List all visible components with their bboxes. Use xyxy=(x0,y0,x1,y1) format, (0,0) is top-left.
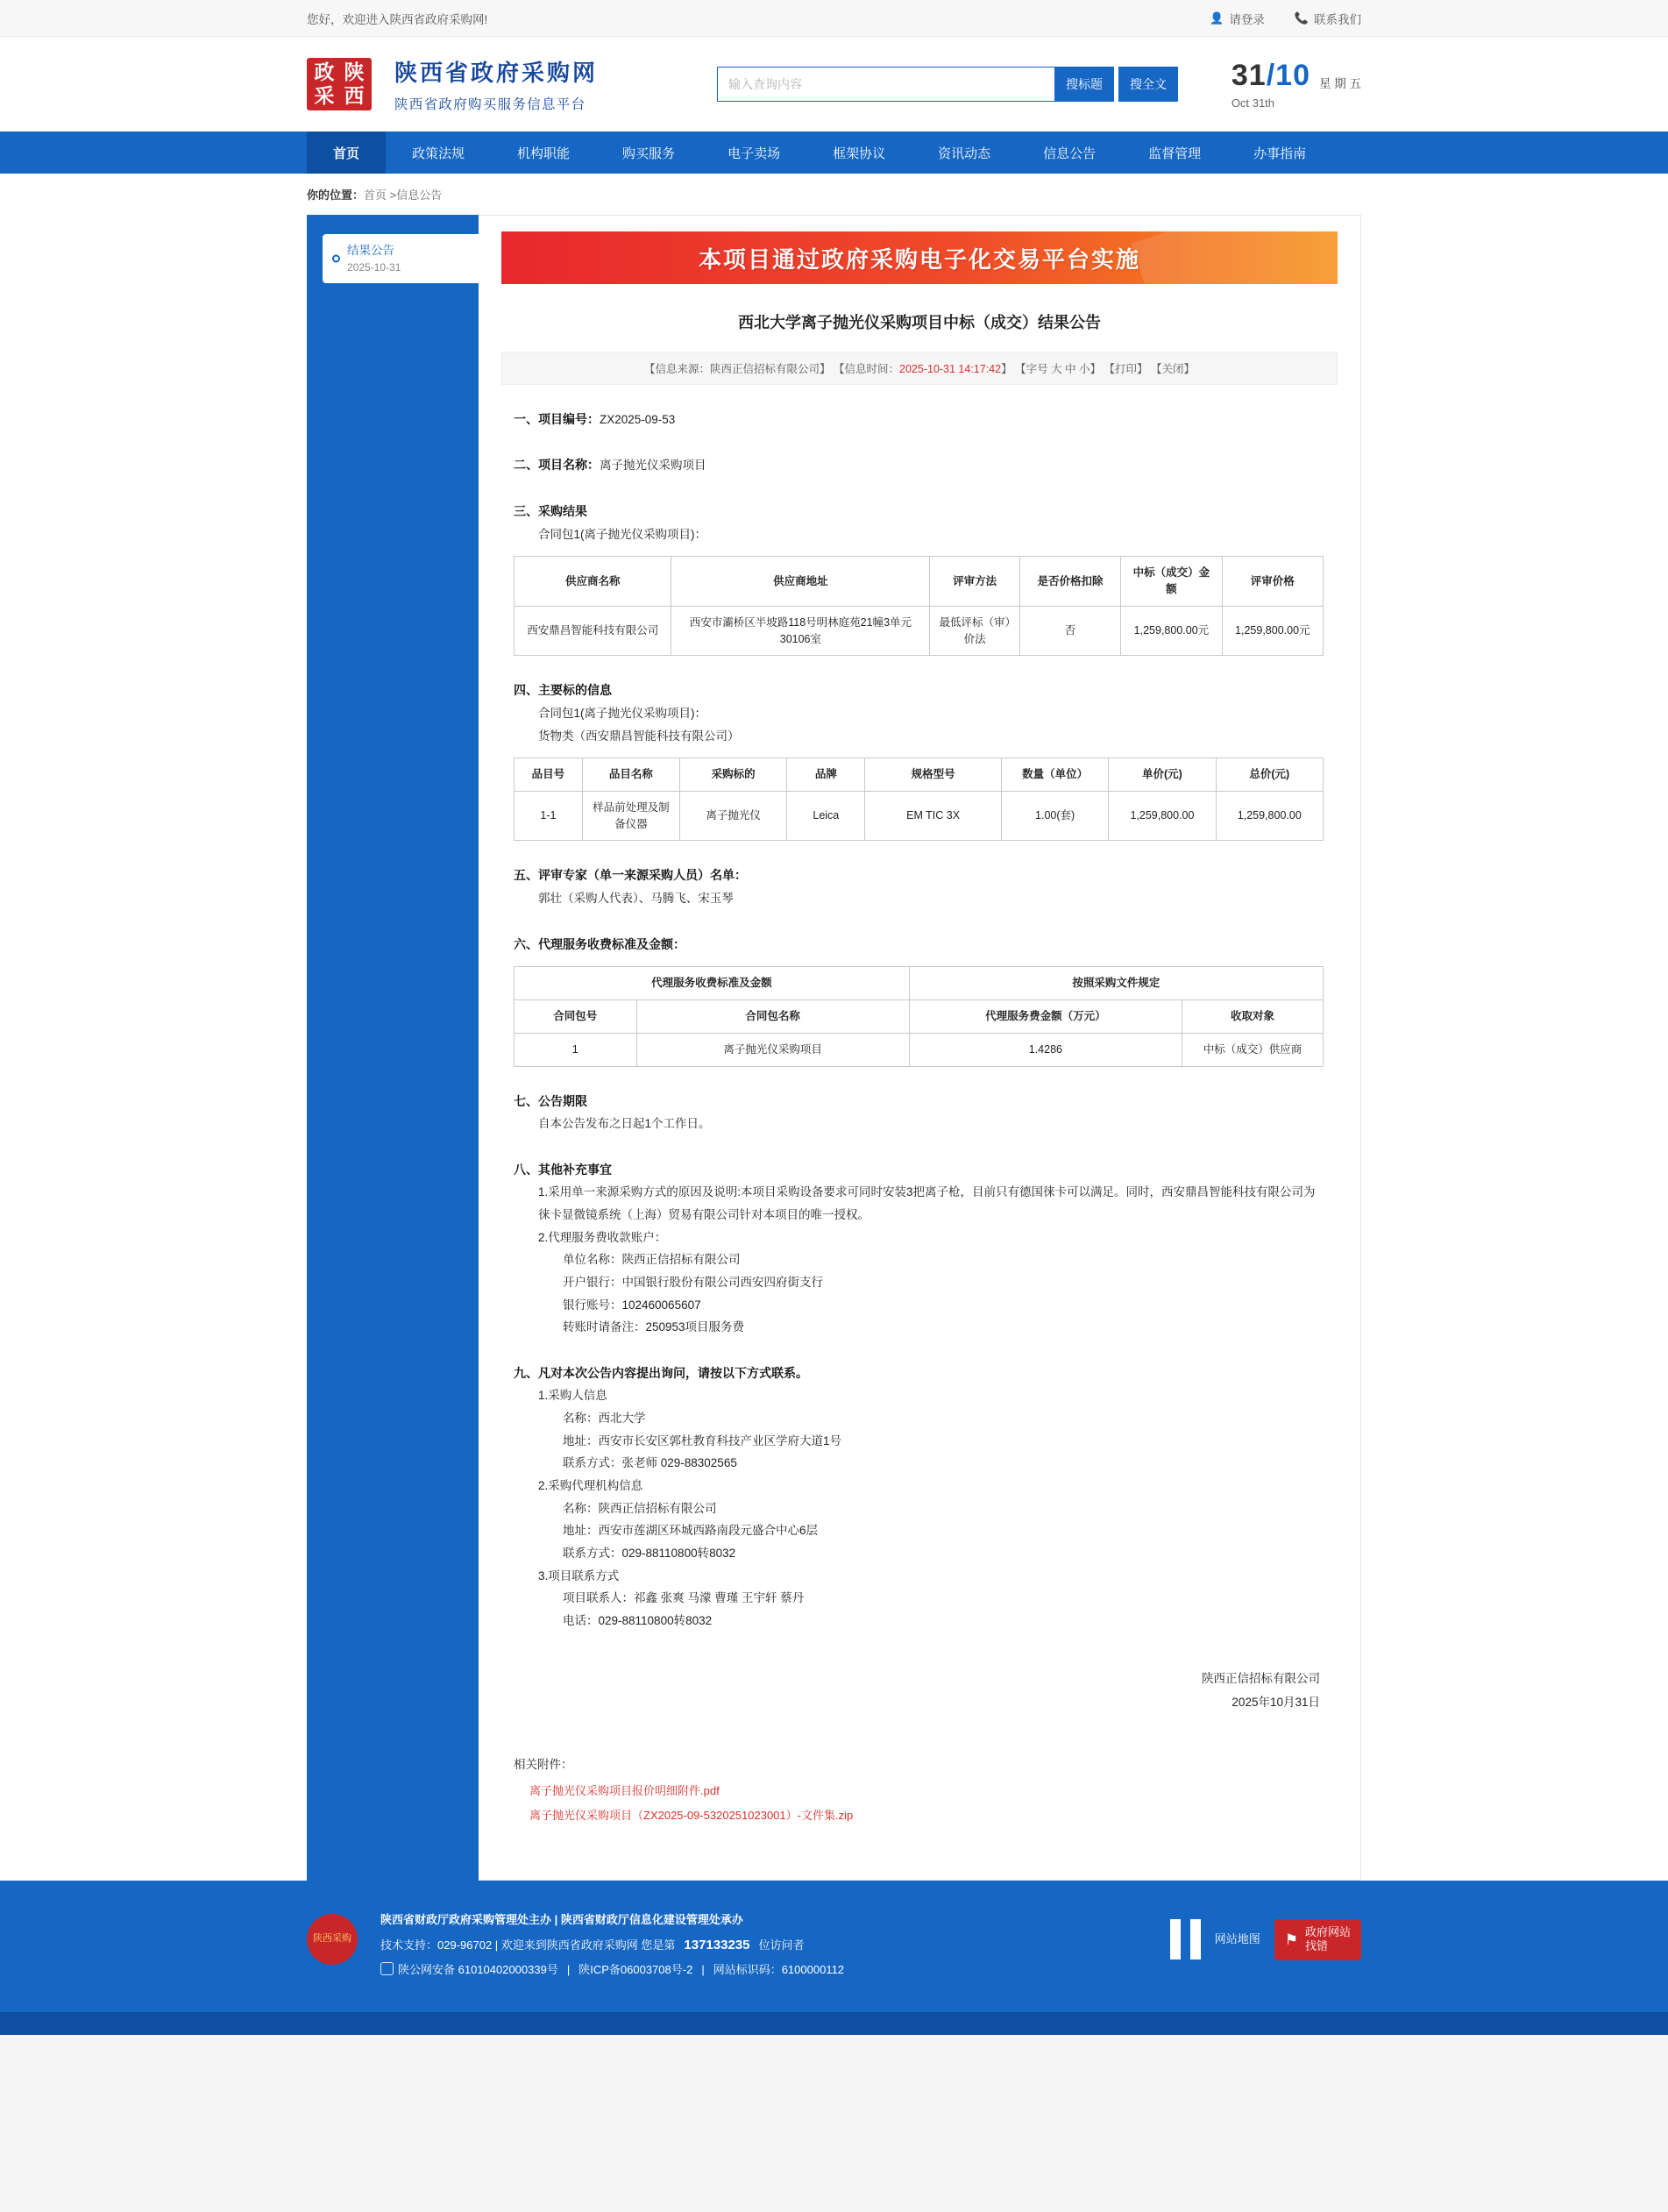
section-1-heading: 一、项目编号： xyxy=(514,411,600,426)
nav-item-supervision[interactable]: 监督管理 xyxy=(1148,146,1202,161)
platform-banner xyxy=(501,231,1338,284)
breadcrumb-prefix: 你的位置： xyxy=(307,188,365,202)
attachments-list xyxy=(514,1779,1325,1827)
td-supplier-address: 西安市灞桥区半坡路118号明林庭苑21幢3单元30106室 xyxy=(671,606,930,656)
date-numbers xyxy=(1231,59,1310,93)
supplier-table xyxy=(514,556,1324,656)
td-subject: 离子抛光仪 xyxy=(680,791,787,841)
td-package-name: 离子抛光仪采购项目 xyxy=(636,1033,909,1066)
footer-support-text: 技术支持：029-96702 | 欢迎来到陕西省政府采购网 您是第 xyxy=(380,1938,676,1952)
meta-time-label: 【信息时间： xyxy=(834,362,900,375)
td-award-amount: 1,259,800.00元 xyxy=(1121,606,1222,656)
td-unit-price: 1,259,800.00 xyxy=(1109,791,1216,841)
td-review-method: 最低评标（审）价法 xyxy=(930,606,1020,656)
user-icon: 👤 xyxy=(1210,11,1224,25)
login-label: 请登录 xyxy=(1229,12,1265,26)
th-fee-standard-group: 代理服务收费标准及金额 xyxy=(515,967,910,1000)
fee-table-wrap xyxy=(514,966,1325,1066)
table-header-row xyxy=(515,758,1324,792)
section-project-name xyxy=(514,453,1325,477)
footer-support-row xyxy=(380,1932,1138,1960)
td-fee-amount: 1.4286 xyxy=(909,1033,1182,1066)
top-bar-links xyxy=(1210,10,1361,27)
items-table xyxy=(514,757,1324,841)
nav-item-emarket[interactable]: 电子卖场 xyxy=(728,146,781,161)
site-header xyxy=(0,37,1668,132)
td-model: EM TIC 3X xyxy=(865,791,1002,841)
project-name-value: 离子抛光仪采购项目 xyxy=(600,459,706,473)
agency-address: 地址：西安市莲湖区环城西路南段元盛合中心6层 xyxy=(563,1524,819,1538)
site-logo[interactable] xyxy=(307,58,372,110)
site-subtitle: 陕西省政府购买服务信息平台 xyxy=(394,97,586,112)
td-supplier-name: 西安鼎昌智能科技有限公司 xyxy=(515,606,671,656)
td-brand: Leica xyxy=(787,791,865,841)
th-supplier-name: 供应商名称 xyxy=(515,557,671,607)
th-brand: 品牌 xyxy=(787,758,865,792)
th-subject: 采购标的 xyxy=(680,758,787,792)
nav-item-home[interactable]: 首页 xyxy=(307,132,386,174)
icp-record[interactable]: 陕ICP备06003708号-2 xyxy=(578,1963,693,1977)
td-total-price: 1,259,800.00 xyxy=(1216,791,1323,841)
section-6-heading: 六、代理服务收费标准及金额： xyxy=(514,936,685,951)
bullet-icon xyxy=(332,255,340,263)
search-input[interactable] xyxy=(717,67,1054,102)
nav-item-guide[interactable]: 办事指南 xyxy=(1253,146,1307,161)
notice-period-value: 自本公告发布之日起1个工作日。 xyxy=(538,1117,711,1131)
project-contact-phone: 电话：029-88110800转8032 xyxy=(563,1613,713,1627)
section-supplementary xyxy=(514,1158,1325,1339)
td-quantity: 1.00(套) xyxy=(1001,791,1108,841)
site-name: 陕西省政府采购网 xyxy=(394,60,599,86)
section-4-heading: 四、主要标的信息 xyxy=(514,683,612,698)
td-item-name: 样品前处理及制备仪器 xyxy=(582,791,679,841)
main-nav xyxy=(0,132,1668,174)
th-review-price: 评审价格 xyxy=(1222,557,1323,607)
search-bar xyxy=(717,67,1178,102)
date-widget xyxy=(1231,59,1361,110)
nav-item-announcements[interactable]: 信息公告 xyxy=(1043,146,1097,161)
sidebar xyxy=(307,215,479,1881)
gov-badge-line1: 政府网站 xyxy=(1304,1925,1351,1939)
nav-item-framework[interactable]: 框架协议 xyxy=(833,146,886,161)
payee-bank: 开户银行：中国银行股份有限公司西安四府街支行 xyxy=(563,1275,823,1289)
date-day: 31 xyxy=(1231,59,1267,92)
content-area xyxy=(0,215,1668,1881)
experts-list: 郭壮（采购人代表）、马腾飞、宋玉琴 xyxy=(538,892,734,906)
site-identifier: 网站标识码：6100000112 xyxy=(713,1963,845,1977)
supplier-table-wrap xyxy=(514,556,1325,656)
date-slash: / xyxy=(1266,59,1276,92)
logo-char-1: 政 xyxy=(314,60,335,84)
table-row xyxy=(515,1033,1324,1066)
section-contacts xyxy=(514,1362,1325,1632)
project-number-value: ZX2025-09-53 xyxy=(600,412,676,426)
fee-table xyxy=(514,966,1324,1066)
td-price-deduction: 否 xyxy=(1019,606,1120,656)
site-map-label[interactable]: 网站地图 xyxy=(1214,1931,1260,1945)
th-supplier-address: 供应商地址 xyxy=(671,557,930,607)
th-charge-target: 收取对象 xyxy=(1182,1000,1323,1034)
logo-char-3: 采 xyxy=(314,84,335,108)
agency-heading: 2.采购代理机构信息 xyxy=(538,1478,643,1492)
td-item-no: 1-1 xyxy=(515,791,583,841)
purchaser-heading: 1.采购人信息 xyxy=(538,1389,607,1403)
package-1-label-2: 合同包1(离子抛光仪采购项目)： xyxy=(538,706,706,720)
gov-badge-line2: 找错 xyxy=(1304,1939,1328,1953)
site-name-block xyxy=(394,55,598,113)
attachments-heading: 相关附件： xyxy=(514,1758,573,1772)
search-fulltext-button[interactable]: 搜全文 xyxy=(1118,67,1178,102)
table-header-row xyxy=(515,1000,1324,1034)
section-agency-fee xyxy=(514,933,1325,957)
government-emblem-icon xyxy=(307,1914,358,1965)
table-group-header-row xyxy=(515,967,1324,1000)
section-notice-period xyxy=(514,1090,1325,1135)
project-contact-heading: 3.项目联系方式 xyxy=(538,1568,620,1583)
purchaser-contact: 联系方式：张老师 029-88302565 xyxy=(563,1456,737,1470)
footer-bottom-strip xyxy=(0,2012,1668,2035)
meta-time: 2025-10-31 14:17:42 xyxy=(899,362,1002,375)
meta-time-end: 】 xyxy=(1001,362,1012,375)
th-quantity: 数量（单位） xyxy=(1001,758,1108,792)
th-unit-price: 单价(元) xyxy=(1109,758,1216,792)
attachment-link-pdf[interactable]: 离子抛光仪采购项目报价明细附件.pdf xyxy=(529,1784,720,1798)
police-badge-icon xyxy=(380,1962,394,1975)
footer-record-row: 陕公网安备 61010402000339号 | 陕ICP备06003708号-2 | 网站标识码：6100000112 xyxy=(380,1959,1138,1982)
payee-account: 银行账号：102460065607 xyxy=(563,1298,701,1312)
section-experts xyxy=(514,864,1325,909)
section-8-heading: 八、其他补充事宜 xyxy=(514,1162,612,1177)
td-charge-target: 中标（成交）供应商 xyxy=(1182,1033,1323,1066)
items-table-wrap xyxy=(514,757,1325,841)
supplementary-p2: 2.代理服务费收款账户： xyxy=(538,1230,667,1244)
th-per-doc-group: 按照采购文件规定 xyxy=(909,967,1323,1000)
font-size-control[interactable]: 【字号 大 中 小】 xyxy=(1015,362,1102,375)
site-map-icon[interactable] xyxy=(1161,1919,1201,1960)
sidebar-item-result-announcement[interactable] xyxy=(323,234,479,283)
date-english: Oct 31th xyxy=(1231,96,1275,110)
payee-company: 单位名称：陕西正信招标有限公司 xyxy=(563,1253,741,1267)
section-main-items xyxy=(514,679,1325,747)
print-button[interactable]: 【打印】 xyxy=(1104,362,1148,375)
top-bar xyxy=(0,0,1668,37)
document-panel xyxy=(479,215,1361,1881)
close-button[interactable]: 【关闭】 xyxy=(1151,362,1196,375)
signature-org: 陕西正信招标有限公司 xyxy=(1202,1672,1320,1686)
breadcrumb-home[interactable]: 首页 xyxy=(364,188,387,202)
search-title-button[interactable]: 搜标题 xyxy=(1054,67,1114,102)
th-fee-amount: 代理服务费金额（万元） xyxy=(909,1000,1182,1034)
footer-organizer: 陕西省财政厅政府采购管理处主办 | 陕西省财政厅信息化建设管理处承办 xyxy=(380,1913,743,1927)
section-9-heading: 九、凡对本次公告内容提出询问，请按以下方式联系。 xyxy=(514,1365,808,1380)
date-weekday: 星 期 五 xyxy=(1318,76,1361,90)
agency-contact: 联系方式：029-88110800转8032 xyxy=(563,1546,736,1560)
welcome-text: 您好，欢迎进入陕西省政府采购网! xyxy=(307,12,488,26)
document-meta xyxy=(501,352,1338,385)
payee-remark: 转账时请备注：250953项目服务费 xyxy=(563,1320,745,1334)
visitor-count: 137133235 xyxy=(684,1937,750,1952)
sidebar-item-date: 2025-10-31 xyxy=(347,261,401,274)
shield-icon: ⚑ xyxy=(1284,1931,1298,1948)
th-review-method: 评审方法 xyxy=(930,557,1020,607)
contact-label: 联系我们 xyxy=(1314,12,1361,26)
gov-website-report-badge[interactable] xyxy=(1274,1919,1361,1960)
table-row xyxy=(515,791,1324,841)
section-5-heading: 五、评审专家（单一来源采购人员）名单： xyxy=(514,868,747,883)
police-record[interactable]: 陕公网安备 61010402000339号 xyxy=(398,1963,558,1977)
section-result xyxy=(514,500,1325,545)
section-project-number xyxy=(514,408,1325,431)
logo-char-4: 西 xyxy=(344,84,365,108)
signature-block xyxy=(479,1667,1320,1714)
contact-link[interactable] xyxy=(1295,10,1361,27)
project-contact-persons: 项目联系人：祁鑫 张爽 马濛 曹瑾 王宇轩 蔡丹 xyxy=(563,1591,805,1605)
platform-banner-text: 本项目通过政府采购电子化交易平台实施 xyxy=(698,246,1140,274)
goods-category-label: 货物类（西安鼎昌智能科技有限公司） xyxy=(538,729,740,743)
breadcrumb xyxy=(0,174,1668,215)
section-3-heading: 三、采购结果 xyxy=(514,504,587,519)
meta-source-label: 【信息来源： xyxy=(643,362,710,375)
th-item-no: 品目号 xyxy=(515,758,583,792)
meta-source-end: 】 xyxy=(820,362,831,375)
footer-support-suffix: 位访问者 xyxy=(758,1938,805,1952)
td-review-price: 1,259,800.00元 xyxy=(1222,606,1323,656)
table-row xyxy=(515,606,1324,656)
supplementary-p1: 1.采用单一来源采购方式的原因及说明:本项目采购设备要求可同时安装3把离子枪，目前只有德国徕卡可以满足。同时，西安鼎昌智能科技有限公司为徕卡显微镜系统（上海）贸易有限公司针对本项目的唯一授权。 xyxy=(538,1185,1316,1221)
th-package-no: 合同包号 xyxy=(515,1000,637,1034)
td-package-no: 1 xyxy=(515,1033,637,1066)
page-title: 西北大学离子抛光仪采购项目中标（成交）结果公告 xyxy=(738,314,1101,331)
th-price-deduction: 是否价格扣除 xyxy=(1019,557,1120,607)
th-item-name: 品目名称 xyxy=(582,758,679,792)
phone-icon: 📞 xyxy=(1294,11,1309,25)
emblem-label: 陕西采购 xyxy=(313,1933,351,1945)
nav-item-functions[interactable]: 机构职能 xyxy=(517,146,571,161)
nav-item-policy[interactable]: 政策法规 xyxy=(412,146,465,161)
package-1-label: 合同包1(离子抛光仪采购项目)： xyxy=(538,527,706,541)
login-link[interactable] xyxy=(1210,10,1265,27)
sidebar-item-label: 结果公告 xyxy=(347,244,394,257)
purchaser-address: 地址：西安市长安区郭杜教育科技产业区学府大道1号 xyxy=(563,1433,842,1447)
footer-badges xyxy=(1161,1919,1361,1960)
th-total-price: 总价(元) xyxy=(1216,758,1323,792)
section-7-heading: 七、公告期限 xyxy=(514,1093,587,1108)
footer-text-block xyxy=(380,1909,1138,1982)
purchaser-name: 名称：西北大学 xyxy=(563,1412,646,1426)
th-model: 规格型号 xyxy=(865,758,1002,792)
logo-char-2: 陕 xyxy=(344,60,365,84)
signature-date: 2025年10月31日 xyxy=(1231,1696,1320,1710)
date-month: 10 xyxy=(1275,59,1310,92)
table-header-row xyxy=(515,557,1324,607)
nav-item-news[interactable]: 资讯动态 xyxy=(938,146,991,161)
th-package-name: 合同包名称 xyxy=(636,1000,909,1034)
attachment-link-zip[interactable]: 离子抛光仪采购项目（ZX2025-09-5320251023001）-文件集.zip xyxy=(529,1808,854,1822)
breadcrumb-current: 信息公告 xyxy=(396,188,443,202)
nav-item-purchase-service[interactable]: 购买服务 xyxy=(622,146,676,161)
site-footer xyxy=(0,1884,1668,2012)
breadcrumb-sep: > xyxy=(389,188,397,202)
section-2-heading: 二、项目名称： xyxy=(514,458,600,473)
agency-name: 名称：陕西正信招标有限公司 xyxy=(563,1501,717,1515)
meta-source: 陕西正信招标有限公司 xyxy=(709,362,820,375)
th-award-amount: 中标（成交）金额 xyxy=(1121,557,1222,607)
